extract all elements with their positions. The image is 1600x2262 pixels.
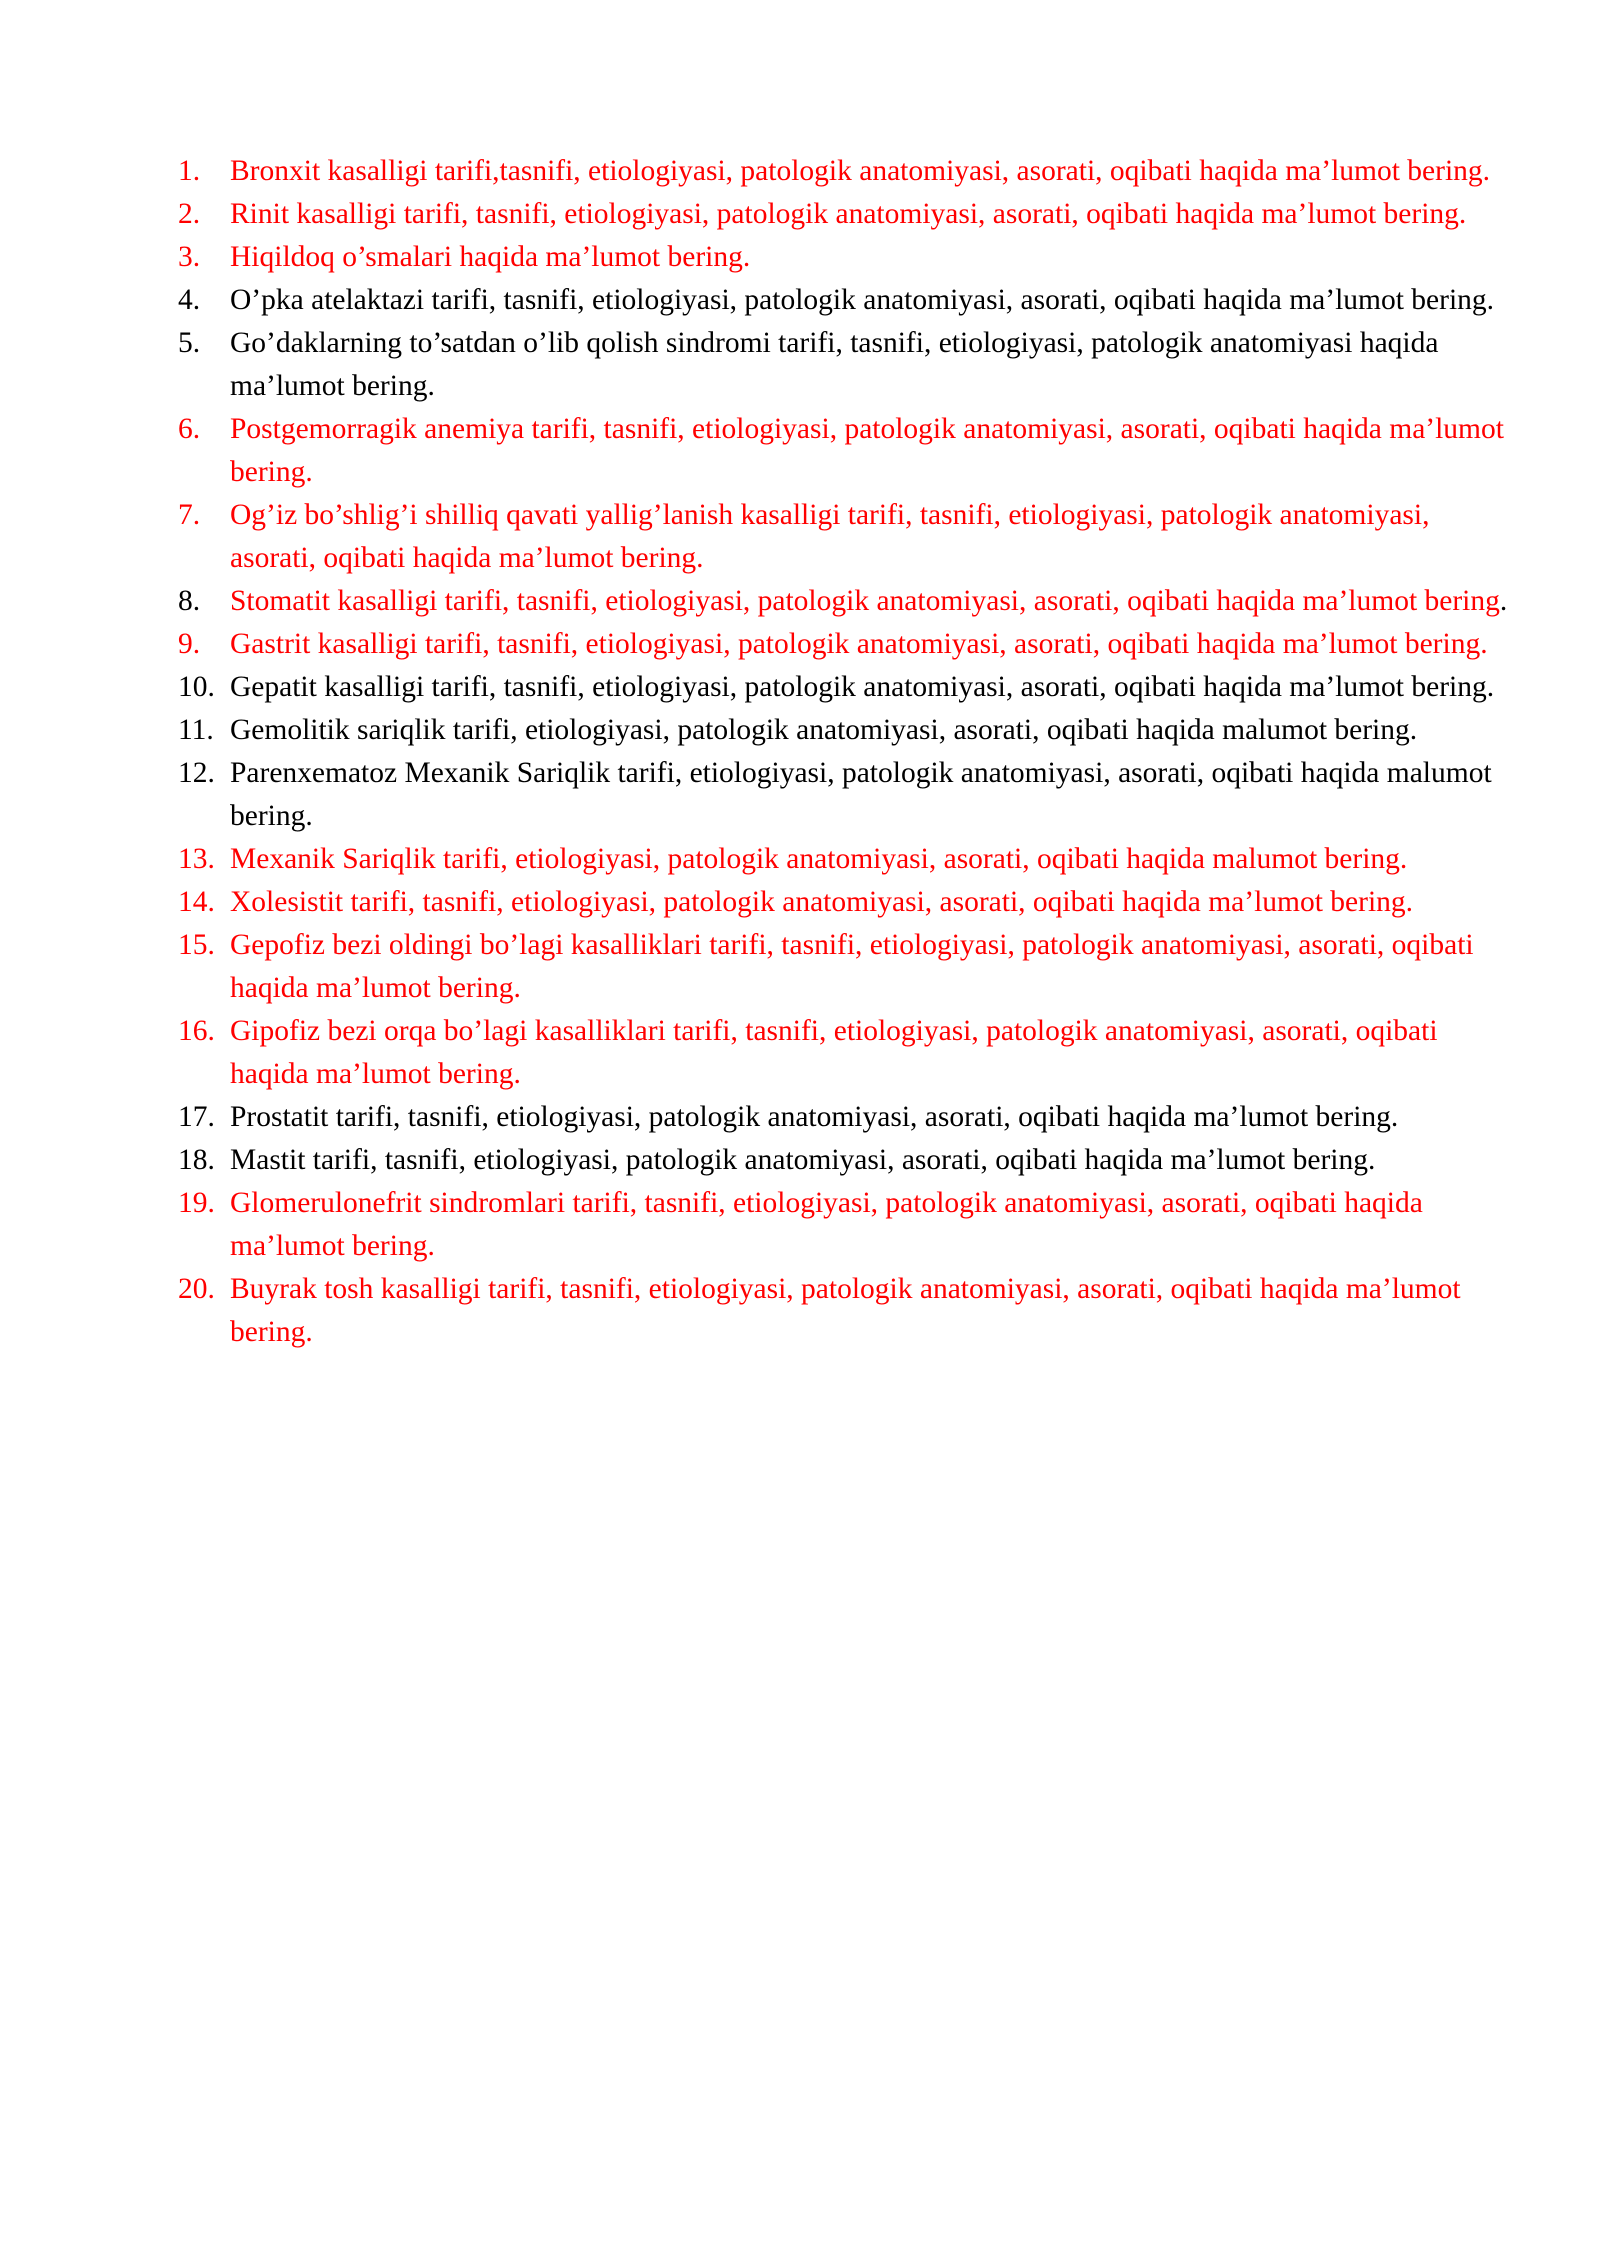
list-item [178, 838, 1508, 881]
item-text: Parenxematoz Mexanik Sariqlik tarifi, etiologiyasi, patologik anatomiyasi, asorati, oqibati haqida malumot bering. [230, 757, 1492, 832]
item-text: Gepatit kasalligi tarifi, tasnifi, etiologiyasi, patologik anatomiyasi, asorati, oqibati haqida ma’lumot bering. [230, 671, 1495, 703]
item-number: 16. [178, 1015, 215, 1047]
list-item [178, 666, 1508, 709]
item-text: Hiqildoq o’smalari haqida ma’lumot bering. [230, 241, 751, 273]
item-number: 7. [178, 499, 201, 531]
list-item [178, 623, 1508, 666]
item-number: 17. [178, 1101, 215, 1133]
item-number: 2. [178, 198, 201, 230]
list-item [178, 1010, 1508, 1096]
item-trailing-punctuation: . [1499, 585, 1508, 617]
list-item [178, 709, 1508, 752]
item-number: 19. [178, 1187, 215, 1219]
item-text: Gepofiz bezi oldingi bo’lagi kasalliklari tarifi, tasnifi, etiologiyasi, patologik anatomiyasi, asorati, oqibati haqida ma’lumot bering. [230, 929, 1474, 1004]
item-number: 1. [178, 155, 201, 187]
list-item [178, 1182, 1508, 1268]
item-text: Postgemorragik anemiya tarifi, tasnifi, etiologiyasi, patologik anatomiyasi, asorati, oqibati haqida ma’lumot bering. [230, 413, 1504, 488]
item-text: Mexanik Sariqlik tarifi, etiologiyasi, patologik anatomiyasi, asorati, oqibati haqida malumot bering. [230, 843, 1408, 875]
item-text: Xolesistit tarifi, tasnifi, etiologiyasi, patologik anatomiyasi, asorati, oqibati haqida ma’lumot bering. [230, 886, 1414, 918]
item-text: Mastit tarifi, tasnifi, etiologiyasi, patologik anatomiyasi, asorati, oqibati haqida ma’lumot bering. [230, 1144, 1376, 1176]
question-list [178, 150, 1508, 1354]
list-item [178, 322, 1508, 408]
item-text: Stomatit kasalligi tarifi, tasnifi, etiologiyasi, patologik anatomiyasi, asorati, oqibati haqida ma’lumot bering [230, 585, 1500, 617]
item-text: Bronxit kasalligi tarifi,tasnifi, etiologiyasi, patologik anatomiyasi, asorati, oqibati haqida ma’lumot bering. [230, 155, 1491, 187]
item-text: O’pka atelaktazi tarifi, tasnifi, etiologiyasi, patologik anatomiyasi, asorati, oqibati haqida ma’lumot bering. [230, 284, 1495, 316]
item-number: 20. [178, 1273, 215, 1305]
list-item [178, 752, 1508, 838]
list-item [178, 580, 1508, 623]
item-number: 6. [178, 413, 201, 445]
item-number: 8. [178, 585, 201, 617]
item-number: 18. [178, 1144, 215, 1176]
list-item [178, 1268, 1508, 1354]
item-text: Prostatit tarifi, tasnifi, etiologiyasi, patologik anatomiyasi, asorati, oqibati haqida ma’lumot bering. [230, 1101, 1399, 1133]
item-text: Gemolitik sariqlik tarifi, etiologiyasi, patologik anatomiyasi, asorati, oqibati haqida malumot bering. [230, 714, 1418, 746]
item-number: 9. [178, 628, 201, 660]
list-item [178, 150, 1508, 193]
item-number: 12. [178, 757, 215, 789]
list-item [178, 1139, 1508, 1182]
item-text: Gastrit kasalligi tarifi, tasnifi, etiologiyasi, patologik anatomiyasi, asorati, oqibati haqida ma’lumot bering. [230, 628, 1488, 660]
list-item [178, 881, 1508, 924]
list-item [178, 924, 1508, 1010]
item-number: 11. [178, 714, 214, 746]
item-number: 13. [178, 843, 215, 875]
list-item [178, 408, 1508, 494]
item-number: 5. [178, 327, 201, 359]
item-text: Og’iz bo’shlig’i shilliq qavati yallig’lanish kasalligi tarifi, tasnifi, etiologiyasi, patologik anatomiyasi, asorati, oqibati haqida ma’lumot bering. [230, 499, 1430, 574]
list-item [178, 236, 1508, 279]
item-number: 3. [178, 241, 201, 273]
item-number: 10. [178, 671, 215, 703]
item-text: Glomerulonefrit sindromlari tarifi, tasnifi, etiologiyasi, patologik anatomiyasi, asorati, oqibati haqida ma’lumot bering. [230, 1187, 1423, 1262]
item-text: Gipofiz bezi orqa bo’lagi kasalliklari tarifi, tasnifi, etiologiyasi, patologik anatomiyasi, asorati, oqibati haqida ma’lumot bering. [230, 1015, 1438, 1090]
list-item [178, 494, 1508, 580]
list-item [178, 1096, 1508, 1139]
item-text: Buyrak tosh kasalligi tarifi, tasnifi, etiologiyasi, patologik anatomiyasi, asorati, oqibati haqida ma’lumot bering. [230, 1273, 1461, 1348]
item-text: Go’daklarning to’satdan o’lib qolish sindromi tarifi, tasnifi, etiologiyasi, patologik anatomiyasi haqida ma’lumot bering. [230, 327, 1439, 402]
item-text: Rinit kasalligi tarifi, tasnifi, etiologiyasi, patologik anatomiyasi, asorati, oqibati haqida ma’lumot bering. [230, 198, 1467, 230]
list-item [178, 193, 1508, 236]
item-number: 4. [178, 284, 201, 316]
item-number: 14. [178, 886, 215, 918]
item-number: 15. [178, 929, 215, 961]
list-item [178, 279, 1508, 322]
